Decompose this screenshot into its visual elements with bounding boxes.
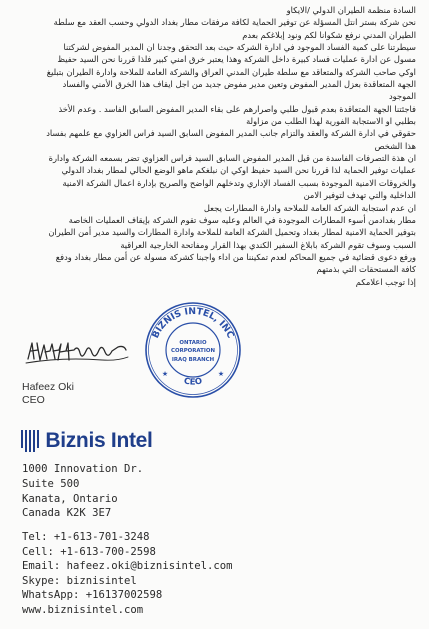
contact-line: Skype: biznisintel (22, 574, 137, 587)
contact-line: WhatsApp: +16137002598 (22, 589, 163, 602)
svg-text:BIZNIS INTEL, INC: BIZNIS INTEL, INC (150, 305, 236, 341)
handwritten-signature (22, 333, 132, 373)
letter-line: بتوفير الحماية الامنية لمطار بغداد وتحميل الشركة العامة للملاحة وادارة المطارات والسيد مدير أمن الطيران (48, 227, 416, 238)
svg-text:CORPORATION: CORPORATION (171, 348, 215, 354)
company-logo (21, 429, 153, 453)
letter-line: بطلبي او الاستجابة الفورية لهذا الطلب من مزاولة (246, 116, 416, 127)
address-line: Kanata, Ontario (22, 492, 118, 505)
svg-text:★: ★ (161, 370, 169, 378)
contact-line: Cell: +1-613-700-2598 (22, 545, 156, 558)
letter-line: الداخلية والتي تهدف لتوفير الامن (303, 190, 416, 201)
company-address (22, 462, 143, 521)
letter-line: عمليات توفير الحماية لذا قررنا نحن السيد حفيظ اوكي ان نبلغكم ماهو الوضع الحالي لمطار بغداد الدولي (61, 165, 416, 176)
address-line: 1000 Innovation Dr. (22, 463, 144, 475)
letter-line: الطيران المدني نرفع شكوانا لكم ونود إبلاغكم بعدم (242, 29, 416, 40)
letter-line: ان هذة التصرفات الفاسدة من قبل المدير المفوض السابق السيد فراس العزاوي تضر بسمعه الشركة وادارة (48, 153, 416, 164)
letter-line: ان عدم استجابة الشركة العامة للملاحة وادارة المطارات يجعل (203, 202, 416, 213)
letter-line: كافة المستحقات التي بذمتهم (316, 264, 416, 275)
letter-body (10, 4, 416, 288)
logo-bars-icon (21, 430, 39, 452)
svg-text:★: ★ (217, 370, 225, 378)
letter-line: حقوقي في ادارة الشركة والعقد والتزام جانب المدير المفوض السابق السيد فراس العزاوي مع علمهم بفساد (46, 128, 416, 139)
signer-title: CEO (22, 394, 45, 406)
letter-line: مطار بغدادمن أسوء المطارات الموجودة في العالم وعليه سوف تقوم الشركة بإيقاف العمليات الخاصة (68, 214, 416, 225)
letter-line: الجهة المتعاقدة بعزل المدير المفوض وتعين مدير مفوض جديد من اجل ايقاف هذا الخرق الأمني والفساد (62, 79, 416, 90)
letter-line: ورفع دعوى قضائية في جميع المحاكم لعدم تمكيننا من اداء واجبنا كشركة مسولة عن أمن مطار بغداد ودفع (55, 251, 416, 262)
svg-text:ONTARIO: ONTARIO (179, 340, 207, 346)
letter-line: السادة منظمة الطيران الدولي /الايكاو (286, 5, 416, 15)
letter-line: مسول عن ادارة عمليات فساد كبيرة داخل الشركة وهذا يعتبر خرق امني كبير فلذا قررنا نحن السيد حفيظ (57, 54, 416, 65)
svg-text:CEO: CEO (182, 376, 204, 388)
signer-name: Hafeez Oki (22, 381, 74, 393)
letter-line: نحن شركة بستر انتل المسؤلة عن توفير الحماية لكافة مرفقات مطار بغداد الدولي وحسب العقد مع سلطة (53, 17, 416, 28)
contact-line: Email: hafeez.oki@biznisintel.com (22, 560, 233, 573)
contact-line: www.biznisintel.com (22, 603, 144, 616)
letter-line: اوكي صاحب الشركة والمتعاقد مع سلطة طيران المدني العراق والشركة العامة للملاحة وادارة الطيران بتبليغ (46, 66, 416, 77)
contact-line: Tel: +1-613-701-3248 (22, 531, 150, 543)
letter-line: فاجئتنا الجهة المتعاقدة بعدم قبول طلبي واصرارهم على بقاء المدير المفوض السابق الفاسد . وعدم الأخذ (58, 103, 416, 114)
logo-text: Biznis Intel (45, 429, 153, 452)
letter-line: سيطرتنا على كمية الفساد الموجود في ادارة الشركة حيث بعد التحقق وجدنا ان المدير المفوض لشركتنا (63, 42, 416, 53)
letter-line: الموجود (388, 91, 416, 102)
letter-line: السبب وسوف تقوم الشركة بابلاغ السفير الكندي بهذا القرار ومفاتحة الخارجية العراقية (120, 239, 416, 250)
letter-line: إذا توجب اعلامكم (355, 276, 416, 287)
letter-line: هذا الشخص (374, 140, 416, 151)
address-line: Suite 500 (22, 477, 80, 490)
company-seal-stamp (143, 300, 243, 400)
address-line: Canada K2K 3E7 (22, 507, 112, 520)
contact-details (22, 530, 232, 618)
letter-line: والخروقات الامنية الموجودة بسبب الفساد الإداري وتدخلهم الواضح والصريح بإدارة اعمال الشركة الامنية (62, 177, 416, 188)
svg-text:IRAQ BRANCH: IRAQ BRANCH (171, 357, 215, 363)
